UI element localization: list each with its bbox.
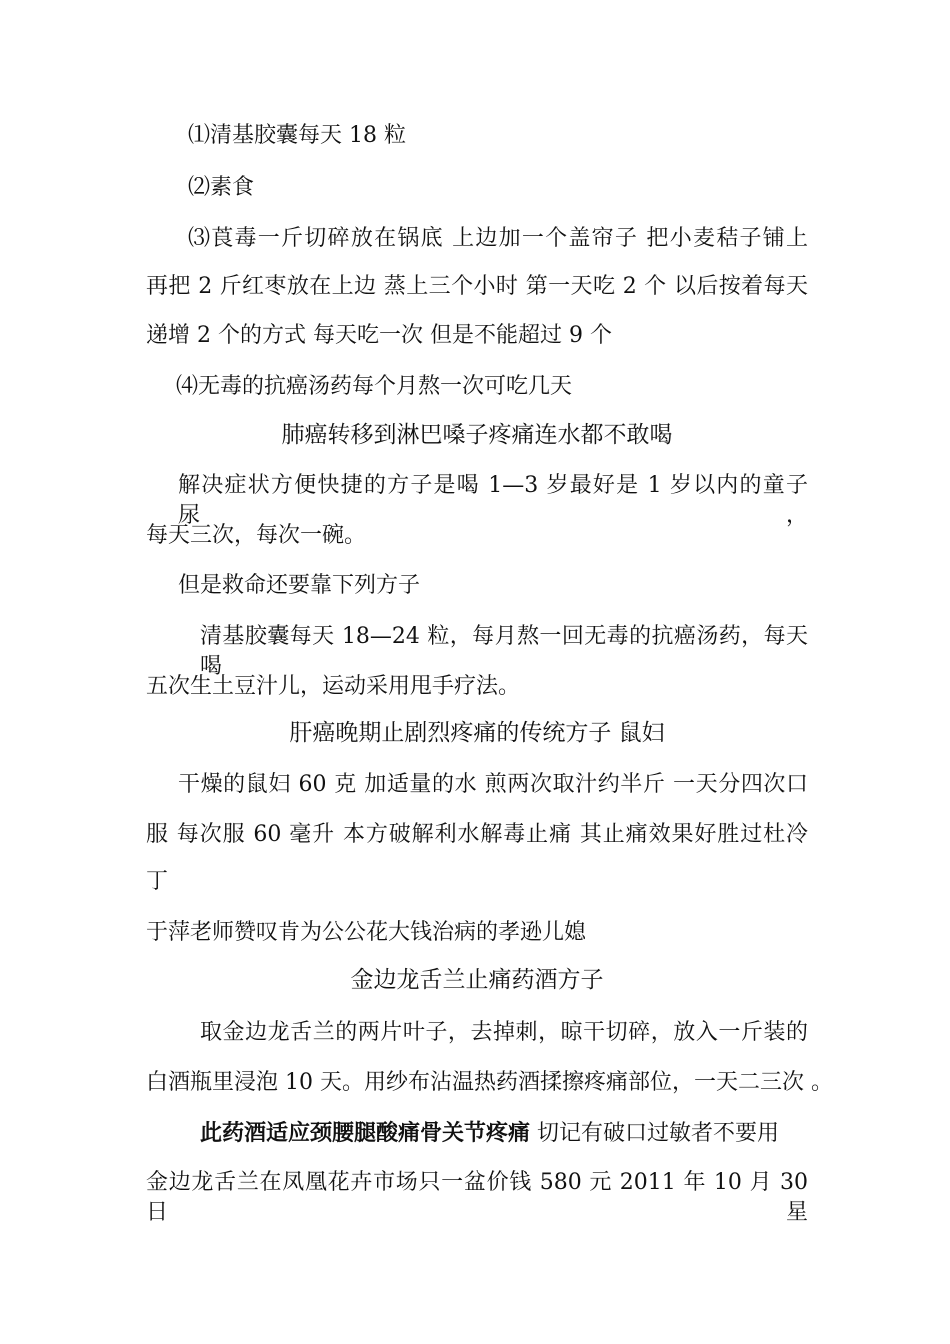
list-item-1: ⑴清基胶囊每天 18 粒 bbox=[188, 123, 406, 148]
bold-indication-text: 此药酒适应颈腰腿酸痛骨关节疼痛 bbox=[200, 1121, 531, 1146]
section-heading-liver-cancer: 肝癌晚期止剧烈疼痛的传统方子 鼠妇 bbox=[289, 720, 665, 746]
paragraph-line: 取金边龙舌兰的两片叶子，去掉刺，晾干切碎，放入一斤装的 bbox=[200, 1020, 808, 1045]
paragraph-line: 于萍老师赞叹肯为公公花大钱治病的孝逊儿媳 bbox=[146, 920, 587, 945]
paragraph-line: 丁 bbox=[146, 869, 169, 894]
paragraph-line: 金边龙舌兰在凤凰花卉市场只一盆价钱 580 元 2011 年 10 月 30 日 星 bbox=[146, 1170, 808, 1225]
warning-text: 切记有破口过敏者不要用 bbox=[530, 1121, 780, 1146]
section-heading-agave-wine: 金边龙舌兰止痛药酒方子 bbox=[350, 967, 604, 993]
paragraph-line: 但是救命还要靠下列方子 bbox=[178, 573, 421, 598]
paragraph-line: 服 每次服 60 毫升 本方破解利水解毒止痛 其止痛效果好胜过杜冷 bbox=[146, 822, 808, 847]
list-item-4: ⑷无毒的抗癌汤药每个月熬一次可吃几天 bbox=[176, 374, 573, 399]
paragraph-line: 解决症状方便快捷的方子是喝 1—3 岁最好是 1 岁以内的童子尿， bbox=[178, 473, 808, 528]
paragraph-line bbox=[200, 1119, 808, 1149]
list-item-3-line-3: 递增 2 个的方式 每天吃一次 但是不能超过 9 个 bbox=[146, 323, 612, 348]
paragraph-line: 白酒瓶里浸泡 10 天。用纱布沾温热药酒揉擦疼痛部位，一天二三次 。 bbox=[146, 1070, 833, 1095]
list-item-3-line-2: 再把 2 斤红枣放在上边 蒸上三个小时 第一天吃 2 个 以后按着每天 bbox=[146, 274, 808, 299]
section-heading-lung-cancer: 肺癌转移到淋巴嗓子疼痛连水都不敢喝 bbox=[281, 422, 673, 448]
list-item-3-line-1: ⑶莨毒一斤切碎放在锅底 上边加一个盖帘子 把小麦秸子铺上 bbox=[188, 226, 808, 251]
list-item-2: ⑵素食 bbox=[188, 175, 255, 200]
paragraph-line: 干燥的鼠妇 60 克 加适量的水 煎两次取汁约半斤 一天分四次口 bbox=[178, 772, 808, 797]
paragraph-line: 清基胶囊每天 18—24 粒，每月熬一回无毒的抗癌汤药，每天喝 bbox=[200, 624, 808, 679]
paragraph-line: 每天三次，每次一碗。 bbox=[146, 523, 367, 548]
paragraph-line: 五次生土豆汁儿，运动采用甩手疗法。 bbox=[146, 674, 521, 699]
